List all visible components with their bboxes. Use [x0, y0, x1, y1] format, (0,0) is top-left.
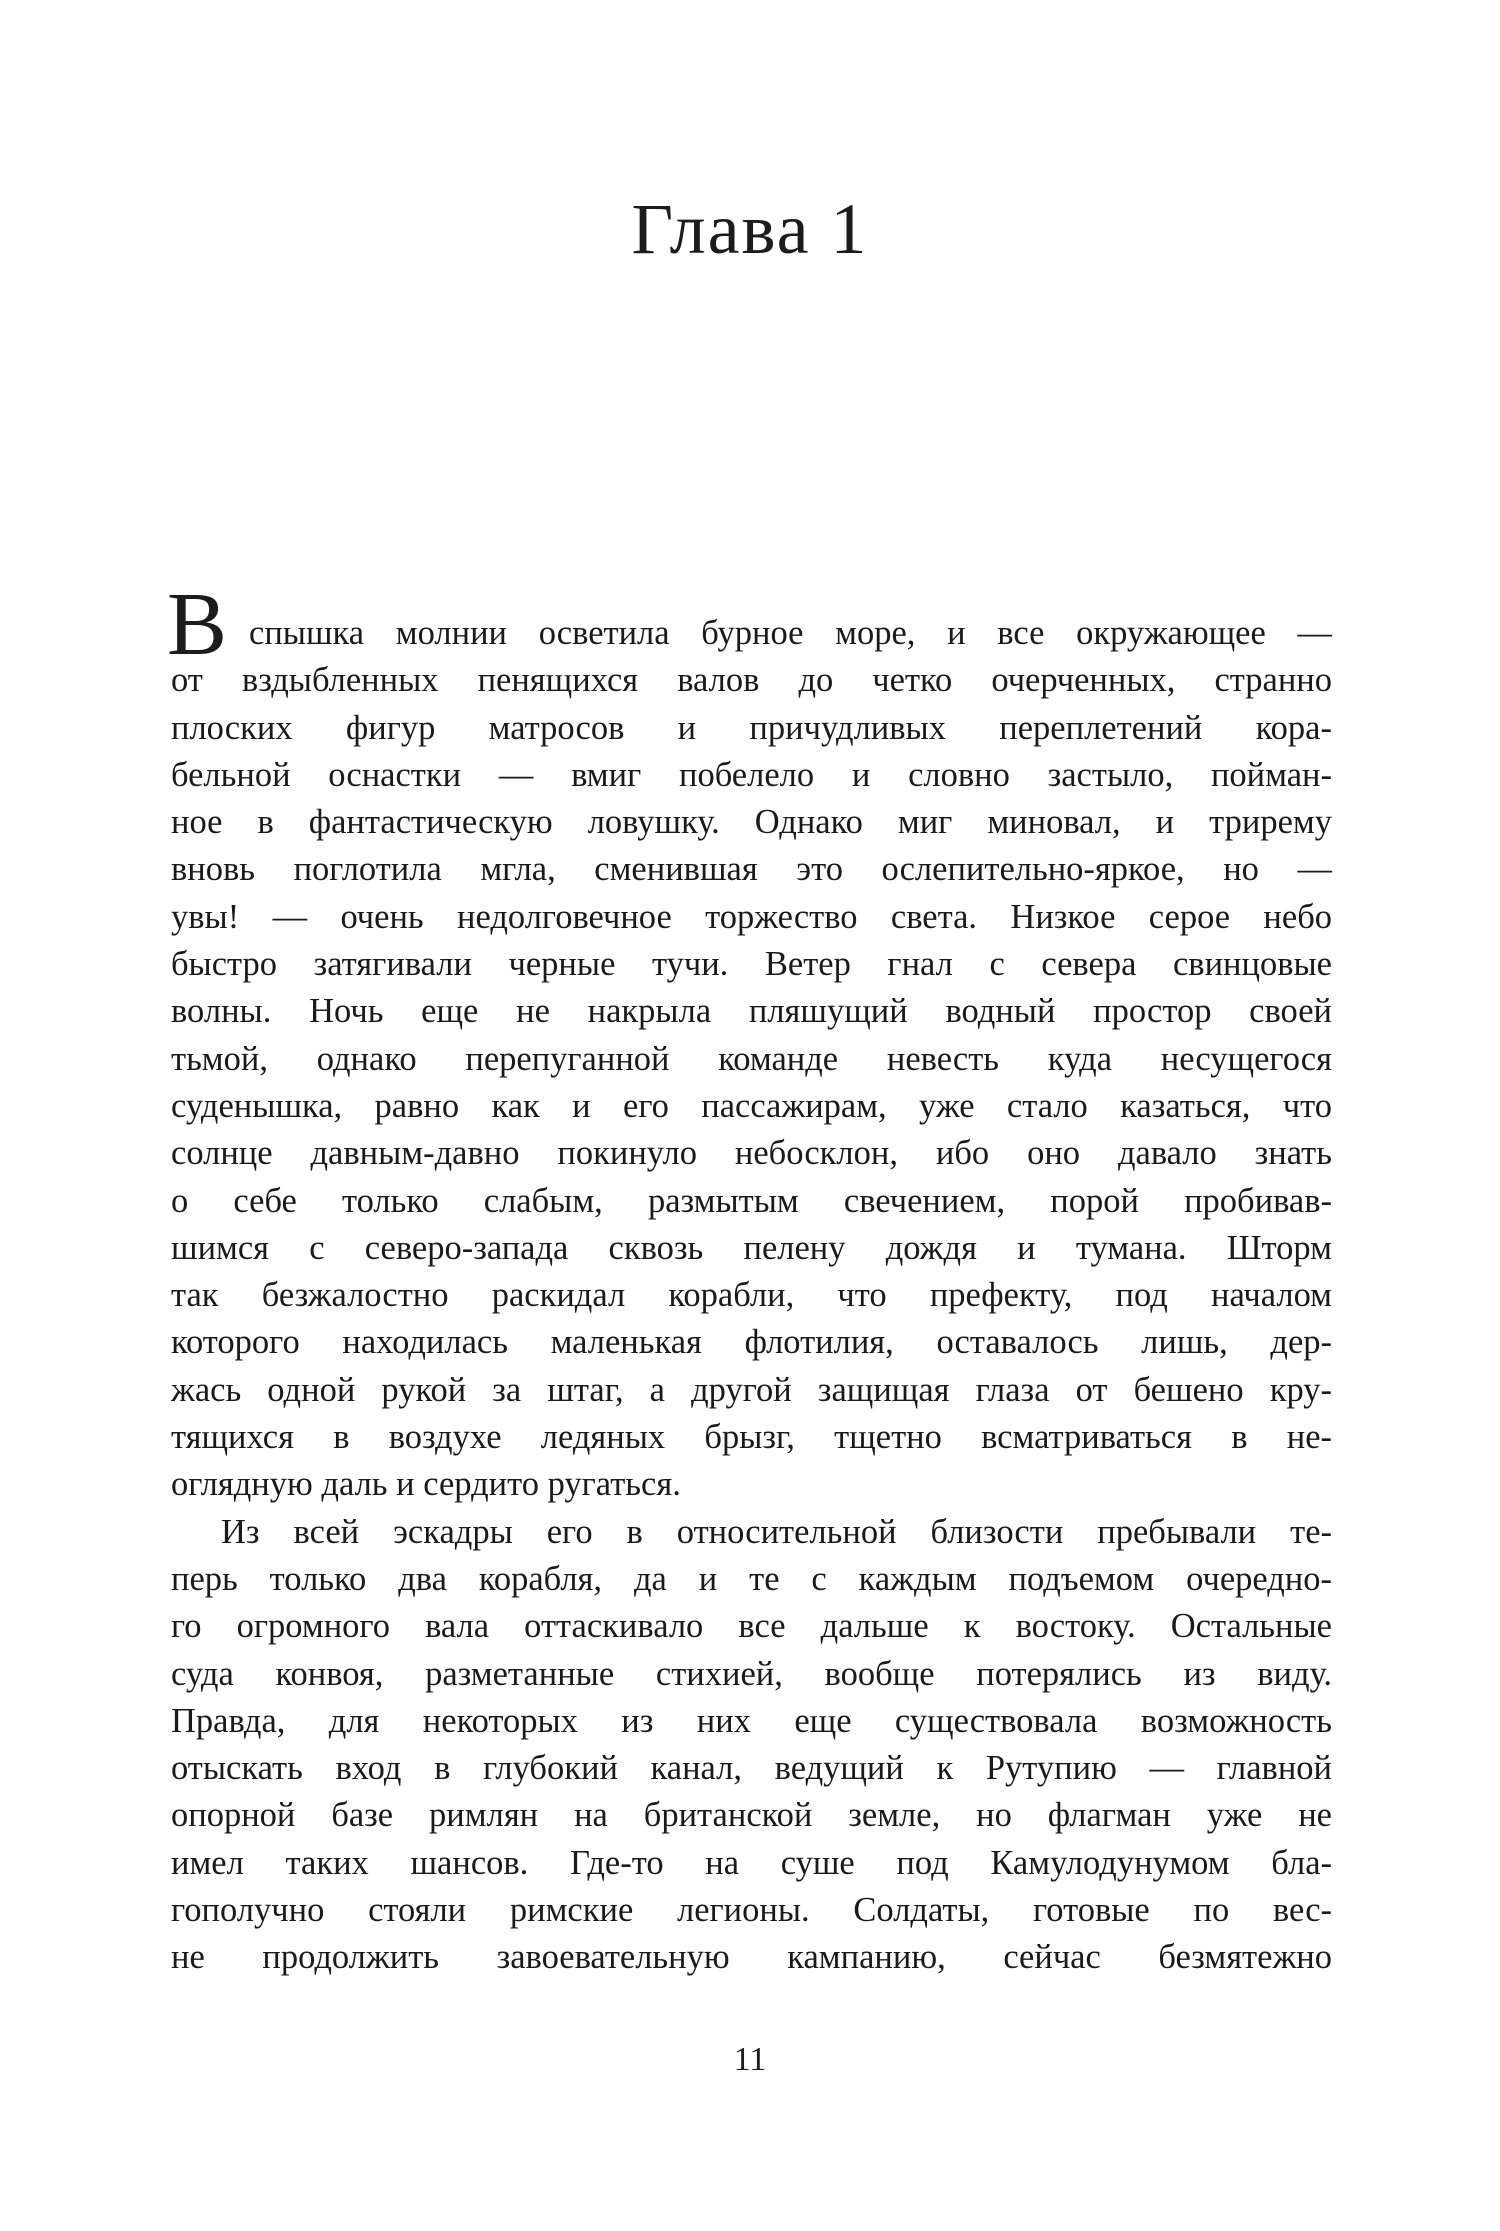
text-line: волны. Ночь еще не накрыла пляшущий водный простор своей — [171, 992, 1332, 1031]
text-line: от вздыбленных пенящихся валов до четко очерченных, странно — [171, 661, 1332, 700]
text-line: ное в фантастическую ловушку. Однако миг миновал, и трирему — [171, 803, 1332, 842]
body-text — [167, 575, 1332, 1982]
text-line: суденышка, равно как и его пассажирам, уже стало казаться, что — [171, 1086, 1332, 1125]
text-line: имел таких шансов. Где-то на суше под Камулодунумом бла- — [171, 1843, 1332, 1882]
text-line: гополучно стояли римские легионы. Солдаты, готовые по вес- — [171, 1891, 1332, 1930]
text-line: солнце давным-давно покинуло небосклон, ибо оно давало знать — [171, 1134, 1332, 1173]
text-line: вновь поглотила мгла, сменившая это ослепительно-яркое, но — — [171, 850, 1332, 889]
text-line: перь только два корабля, да и те с каждым подъемом очередно- — [171, 1559, 1332, 1598]
text-line: отыскать вход в глубокий канал, ведущий к Рутупию — главной — [171, 1749, 1332, 1788]
text-line: опорной базе римлян на британской земле, но флагман уже не — [171, 1796, 1332, 1835]
page-number: 11 — [733, 2041, 767, 2078]
text-line: Из всей эскадры его в относительной близости пребывали те- — [221, 1512, 1332, 1551]
paragraph — [167, 575, 1332, 1509]
text-line: быстро затягивали черные тучи. Ветер гнал с севера свинцовые — [171, 945, 1332, 984]
text-line: го огромного вала оттаскивало все дальше к востоку. Остальные — [171, 1607, 1332, 1646]
text-line: не продолжить завоевательную кампанию, сейчас безмятежно — [171, 1938, 1332, 1977]
chapter-title: Глава 1 — [631, 189, 869, 269]
text-line: жась одной рукой за штаг, а другой защищая глаза от бешено кру- — [171, 1370, 1332, 1409]
text-line: В спышка молнии осветила бурное море, и все окружающее — — [167, 575, 1332, 674]
text-line: тьмой, однако перепуганной команде невесть куда несущегося — [171, 1039, 1332, 1078]
drop-cap: В — [167, 575, 228, 674]
text-line: оглядную даль и сердито ругаться. — [171, 1465, 681, 1504]
text-line: Правда, для некоторых из них еще существовала возможность — [171, 1701, 1332, 1740]
text-line: суда конвоя, разметанные стихией, вообще потерялись из виду. — [171, 1654, 1332, 1693]
text-line: шимся с северо-запада сквозь пелену дождя и тумана. Шторм — [171, 1228, 1332, 1267]
text-line: увы! — очень недолговечное торжество света. Низкое серое небо — [171, 897, 1332, 936]
text-line: плоских фигур матросов и причудливых переплетений кора- — [171, 708, 1332, 747]
text-line: так безжалостно раскидал корабли, что префекту, под началом — [171, 1276, 1332, 1315]
text-line: тящихся в воздухе ледяных брызг, тщетно всматриваться в не- — [171, 1418, 1332, 1457]
paragraph — [171, 1509, 1332, 1982]
text-line: о себе только слабым, размытым свечением, порой пробивав- — [171, 1181, 1332, 1220]
text-line: которого находилась маленькая флотилия, оставалось лишь, дер- — [171, 1323, 1332, 1362]
text-line: бельной оснастки — вмиг побелело и словно застыло, пойман- — [171, 755, 1332, 794]
